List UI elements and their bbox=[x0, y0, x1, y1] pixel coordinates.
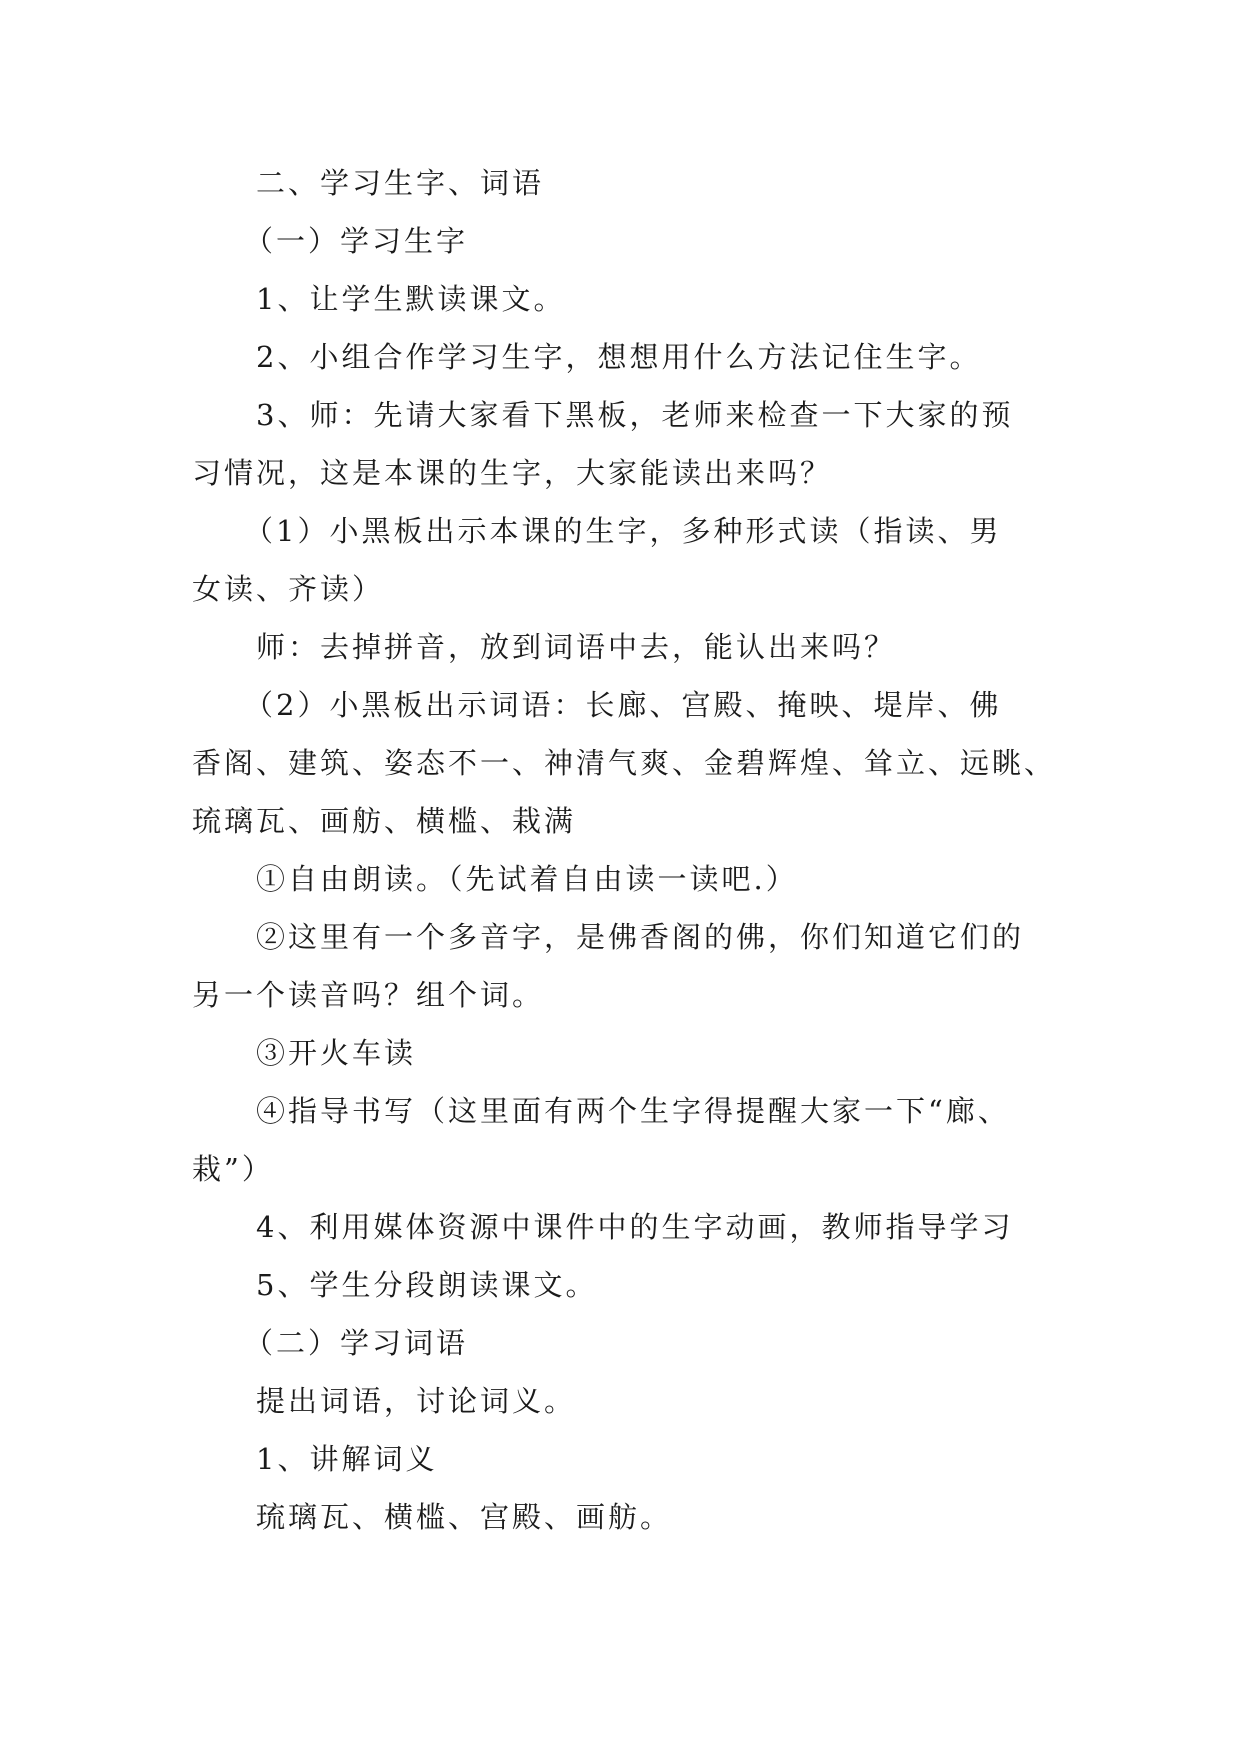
text-line: （1）小黑板出示本课的生字，多种形式读（指读、男 bbox=[244, 514, 1002, 548]
text-line: 师：去掉拼音，放到词语中去，能认出来吗？ bbox=[256, 630, 897, 664]
text-line: ①自由朗读。（先试着自由读一读吧.） bbox=[256, 862, 798, 896]
text-line: 二、学习生字、词语 bbox=[256, 166, 545, 200]
text-line: 习情况，这是本课的生字，大家能读出来吗？ bbox=[192, 456, 833, 490]
text-line: （一）学习生字 bbox=[244, 224, 469, 258]
text-line: 1、讲解词义 bbox=[256, 1442, 438, 1476]
document-body bbox=[192, 154, 1062, 1546]
text-line: 4、利用媒体资源中课件中的生字动画，教师指导学习 bbox=[256, 1210, 1014, 1244]
text-line: 5、学生分段朗读课文。 bbox=[256, 1268, 598, 1302]
text-line: ④指导书写（这里面有两个生字得提醒大家一下“廊、 bbox=[256, 1094, 1010, 1128]
text-line: 1、让学生默读课文。 bbox=[256, 282, 566, 316]
text-line: 琉璃瓦、横槛、宫殿、画舫。 bbox=[256, 1500, 673, 1534]
text-line: 2、小组合作学习生字，想想用什么方法记住生字。 bbox=[256, 340, 982, 374]
text-line: ②这里有一个多音字，是佛香阁的佛，你们知道它们的 bbox=[256, 920, 1025, 954]
text-line: 3、师：先请大家看下黑板，老师来检查一下大家的预 bbox=[256, 398, 1014, 432]
text-line: 琉璃瓦、画舫、横槛、栽满 bbox=[192, 804, 577, 838]
text-line: 提出词语，讨论词义。 bbox=[256, 1384, 577, 1418]
text-line: （2）小黑板出示词语：长廊、宫殿、掩映、堤岸、佛 bbox=[244, 688, 1002, 722]
text-line: 栽”） bbox=[192, 1152, 274, 1186]
text-line: 女读、齐读） bbox=[192, 572, 385, 606]
text-line: 另一个读音吗？组个词。 bbox=[192, 978, 545, 1012]
text-line: 香阁、建筑、姿态不一、神清气爽、金碧辉煌、耸立、远眺、 bbox=[192, 746, 1057, 780]
text-line: ③开火车读 bbox=[256, 1036, 417, 1070]
text-line: （二）学习词语 bbox=[244, 1326, 469, 1360]
